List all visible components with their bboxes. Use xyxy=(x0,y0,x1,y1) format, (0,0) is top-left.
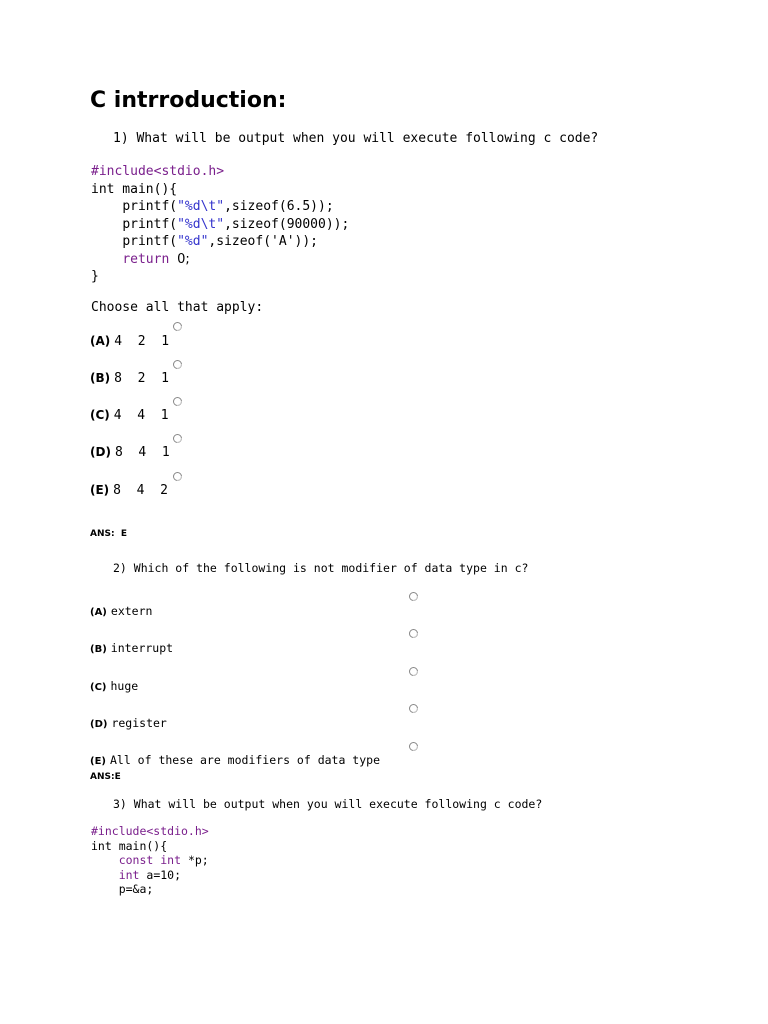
option-text: 8 2 1 xyxy=(114,371,169,386)
option-text: 4 2 1 xyxy=(114,334,170,349)
option-text: 4 4 1 xyxy=(113,408,169,423)
answer-text: ANS:E xyxy=(90,772,121,782)
radio-option-b[interactable] xyxy=(173,360,182,369)
radio-option-e[interactable] xyxy=(409,742,418,751)
option-letter: (D) xyxy=(90,445,111,459)
code-token: "%d\t" xyxy=(177,199,225,214)
code-token: ,sizeof('A')); xyxy=(208,234,318,249)
question-3-text: 3) What will be output when you will execute following c code? xyxy=(113,797,543,811)
option-text: 8 4 2 xyxy=(113,483,168,498)
question-2-text: 2) Which of the following is not modifier of data type in c? xyxy=(113,561,529,575)
code-block-1 xyxy=(91,163,349,286)
answer-text: ANS: E xyxy=(90,529,127,539)
option-c xyxy=(90,677,138,695)
option-text: extern xyxy=(110,604,153,618)
option-text: register xyxy=(111,716,167,730)
code-token: p=&a; xyxy=(118,882,154,896)
option-text: All of these are modifiers of data type xyxy=(109,753,381,767)
option-letter: (B) xyxy=(90,371,111,385)
code-line: int main(){ xyxy=(91,838,168,853)
option-letter: (D) xyxy=(90,719,108,730)
radio-option-e[interactable] xyxy=(173,472,182,481)
code-token: printf( xyxy=(122,234,178,249)
page-title: C intrroduction: xyxy=(90,88,287,113)
option-text: 8 4 1 xyxy=(114,445,170,460)
option-letter: (C) xyxy=(90,682,107,693)
option-letter: (C) xyxy=(90,408,110,422)
option-text: huge xyxy=(110,679,139,693)
instruction-text: Choose all that apply: xyxy=(91,300,264,315)
option-text: interrupt xyxy=(110,641,174,655)
code-token: 0; xyxy=(177,251,190,267)
radio-option-b[interactable] xyxy=(409,629,418,638)
question-1-text: 1) What will be output when you will execute following c code? xyxy=(113,131,599,146)
code-block-3 xyxy=(91,824,209,897)
option-d xyxy=(90,714,167,732)
radio-option-c[interactable] xyxy=(173,397,182,406)
option-d xyxy=(90,443,170,461)
code-token: ,sizeof(90000)); xyxy=(224,216,350,232)
option-e xyxy=(90,751,380,769)
code-token: return xyxy=(122,251,170,267)
code-line: #include<stdio.h> xyxy=(91,164,225,179)
code-token: ,sizeof(6.5)); xyxy=(224,199,334,214)
radio-option-d[interactable] xyxy=(409,704,418,713)
option-letter: (B) xyxy=(90,644,107,655)
code-line: int main(){ xyxy=(91,181,178,197)
option-c xyxy=(90,406,169,424)
code-token: "%d\t" xyxy=(177,216,225,232)
code-token: "%d" xyxy=(177,234,209,249)
code-line: #include<stdio.h> xyxy=(91,824,209,838)
code-token: printf( xyxy=(122,199,178,214)
code-token: int xyxy=(118,867,140,882)
option-b xyxy=(90,639,173,657)
radio-option-a[interactable] xyxy=(409,592,418,601)
option-letter: (E) xyxy=(90,756,106,767)
option-letter: (A) xyxy=(90,334,111,348)
option-b xyxy=(90,369,169,387)
option-a xyxy=(90,332,169,350)
code-line: } xyxy=(91,269,99,284)
option-a xyxy=(90,602,152,620)
option-e xyxy=(90,481,168,499)
code-token: a=10; xyxy=(139,867,182,882)
option-letter: (E) xyxy=(90,483,110,497)
code-token: printf( xyxy=(122,216,178,232)
radio-option-c[interactable] xyxy=(409,667,418,676)
code-token: const int xyxy=(118,853,182,867)
radio-option-a[interactable] xyxy=(173,322,182,331)
code-token: *p; xyxy=(181,853,209,867)
option-letter: (A) xyxy=(90,607,107,618)
radio-option-d[interactable] xyxy=(173,434,182,443)
